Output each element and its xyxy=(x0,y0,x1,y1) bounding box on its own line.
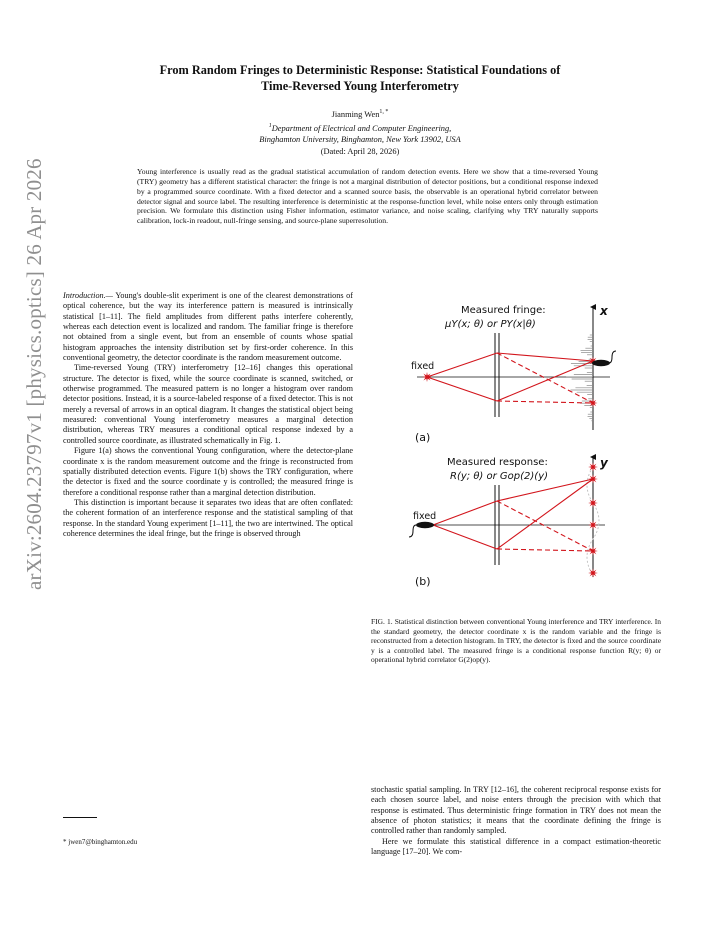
figure-1 xyxy=(405,295,650,595)
paragraph: Here we formulate this statistical difference in a compact estimation-theoretic language [17–20]. We com- xyxy=(371,836,661,857)
fixed-detector-icon xyxy=(409,522,434,537)
author-line xyxy=(80,110,640,121)
panel-a-fixed-label: fixed xyxy=(411,361,435,372)
panel-b-title: Measured response: xyxy=(447,457,548,468)
right-column xyxy=(371,785,661,857)
panel-b-rays xyxy=(433,479,593,551)
panel-a-label: (a) xyxy=(415,431,431,444)
paragraph-text: Young's double-slit experiment is one of the clearest demonstrations of optical coherence, but the way its interference pattern is measured is intrinsically statistical [1–11]. The field amplitudes from different paths interfere coherently, whereas each detection event is localized and random. The familiar fringe is therefore not obtained from a single event, but from an ensemble of counts whose spatial histogram approaches the intensity distribution set by first-order coherence. In this conventional geometry, the detector coordinate is the random measurement outcome. xyxy=(63,291,353,363)
author-name: Jianming Wen xyxy=(331,110,380,119)
affiliation-line-2: Binghamton University, Binghamton, New York 13902, USA xyxy=(259,134,461,144)
affiliation-mark: 1 xyxy=(268,123,272,130)
panel-a-double-slit xyxy=(495,333,499,417)
y-axis-label: y xyxy=(600,456,608,470)
abstract: Young interference is usually read as the gradual statistical accumulation of random detection events. Here we show that a time-reversed Young (TRY) geometry has a different statistical character: the fringe is not a marginal distribution of detector positions, but a conditional response indexed by a programmed source coordinate. With a fixed detector and a scanned source basis, the observable is an operational hybrid correlator between detector signal and source label. The resulting interference is deterministic at the response-function level, while noise enters only through estimation precision. We formulate this distinction using Fisher information, estimator variance, and noise scaling, clarifying why TRY naturally supports calibration, lock-in readout, null-fringe sensing, and source-plane superresolution. xyxy=(137,167,598,226)
footnote: * jwen7@binghamton.edu xyxy=(63,838,138,846)
panel-b-formula: R(y; θ) or Gop(2)(y) xyxy=(450,471,549,482)
arxiv-side-stamp: arXiv:2604.23797v1 [physics.optics] 26 Apr 2026 xyxy=(22,158,46,590)
paragraph: Time-reversed Young (TRY) interferometry [12–16] changes this operational structure. The detector is fixed, while the source coordinate is scanned, switched, or otherwise programmed. The measured pattern is no longer a histogram over random detector positions. Instead, it is a source-labeled response of a fixed detector. This is not merely a reversal of arrows in an optical diagram. It changes the statistical object being measured: conventional Young interferometry measures a marginal detection distribution, whereas TRY measures a conditional optical response indexed by a controlled source coordinate, as illustrated schematically in Fig. 1. xyxy=(63,363,353,445)
paragraph: This distinction is important because it separates two ideas that are often conflated: the coherent formation of an interference response and the statistical sampling of that response. In the standard Young experiment [1–11], the two are intertwined. The optical coherence determines the ideal fringe, but the fringe is observed through xyxy=(63,497,353,538)
affiliation xyxy=(80,124,640,145)
panel-a-title: Measured fringe: xyxy=(461,305,546,316)
panel-a-formula: μY(x; θ) or PY(x|θ) xyxy=(445,319,536,330)
left-column xyxy=(63,291,353,539)
footnote-rule xyxy=(63,817,97,818)
panel-b-label: (b) xyxy=(415,575,431,588)
author-marks: 1, * xyxy=(379,109,389,116)
intro-paragraph xyxy=(63,291,353,363)
paragraph: Figure 1(a) shows the conventional Young configuration, where the detector-plane coordinate x is the random measurement outcome and the fringe is reconstructed from spatially distributed detection events. Figure 1(b) shows the TRY configuration, where the detector is fixed and the source coordinate y is controlled; the measured fringe is therefore a conditional response rather than a marginal detection distribution. xyxy=(63,446,353,497)
paper-title xyxy=(80,63,640,94)
panel-b-fixed-label: fixed xyxy=(413,511,437,522)
figure-caption: FIG. 1. Statistical distinction between conventional Young interference and TRY interference. In the standard geometry, the detector coordinate x is the random variable and the fringe is reconstructed from a detection histogram. In TRY, the detector is fixed and the source coordinate y is a controlled label. The measured fringe is a conditional response function R(y; θ) or operational hybrid correlator G(2)op(y). xyxy=(371,617,661,665)
panel-b xyxy=(409,456,609,588)
source-star-icon xyxy=(422,357,598,408)
panel-a xyxy=(411,304,616,444)
intro-lead: Introduction.— xyxy=(63,291,113,300)
fringe-histogram xyxy=(566,335,593,421)
title-line-2: Time-Reversed Young Interferometry xyxy=(261,78,459,93)
affiliation-line-1: Department of Electrical and Computer Engineering, xyxy=(271,124,452,133)
dated-line: (Dated: April 28, 2026) xyxy=(320,147,400,156)
paragraph: stochastic spatial sampling. In TRY [12–16], the coherent reciprocal response exists for each chosen source label, and noise enters through the precision with which that response is estimated. Thus deterministic fringe formation in TRY does not mean the absence of photon statistics; it means that the coordinate defining the fringe is controlled rather than randomly sampled. xyxy=(371,785,661,836)
x-axis-label: x xyxy=(600,304,608,318)
title-line-1: From Random Fringes to Deterministic Response: Statistical Foundations of xyxy=(159,63,561,77)
panel-a-rays xyxy=(427,353,593,403)
